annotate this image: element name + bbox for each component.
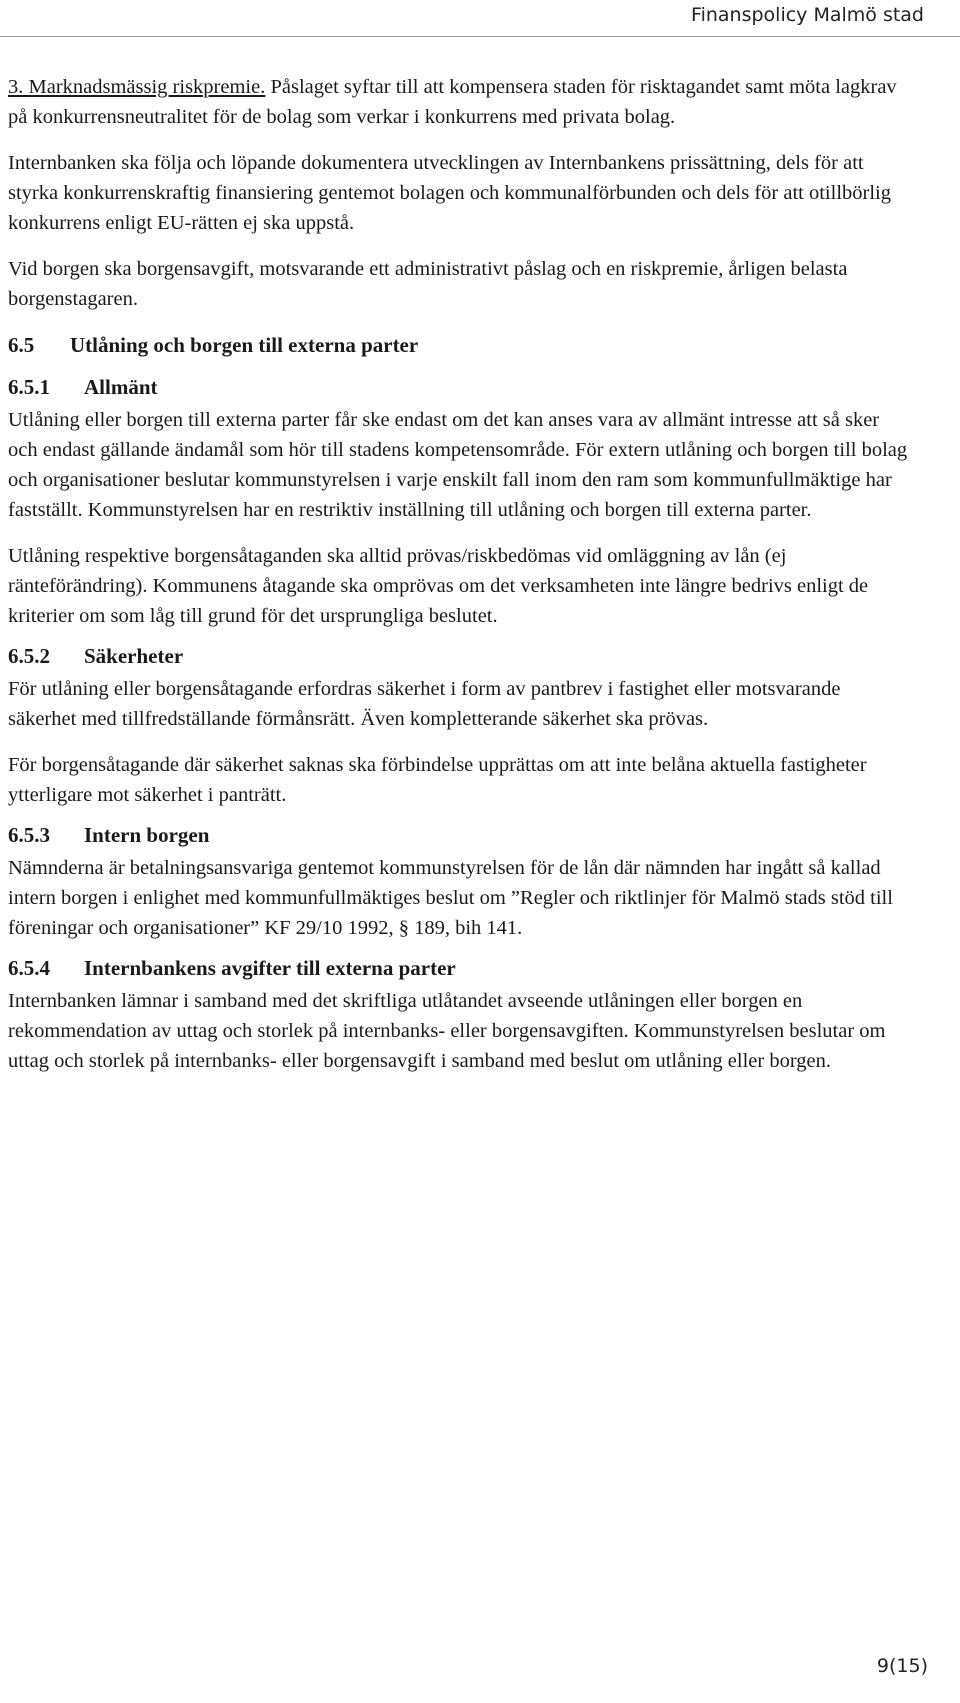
list-item-3-text: Påslaget syftar till att kompensera staden för risktagandet samt möta lagkrav på konkurrensneutralitet för de bolag som verkar i konkurrens med privata bolag. [8, 76, 897, 128]
heading-6-5-4-number: 6.5.4 [8, 956, 50, 980]
paragraph-6-5-2-b: För borgensåtagande där säkerhet saknas ska förbindelse upprättas om att inte belåna aktuella fastigheter ytterligare mot säkerhet i panträtt. [8, 754, 867, 806]
heading-6-5-1-number: 6.5.1 [8, 375, 50, 399]
heading-6-5 [8, 330, 912, 360]
paragraph-6-5-1-b: Utlåning respektive borgensåtaganden ska alltid prövas/riskbedömas vid omläggning av lån (ej ränteförändring). Kommunens åtagande ska omprövas om det verksamheten inte längre bedrivs enligt de kriterier om som låg till grund för det ursprungliga beslutet. [8, 545, 869, 627]
paragraph-vid-borgen: Vid borgen ska borgensavgift, motsvarande ett administrativt påslag och en riskpremie, årligen belasta borgenstagaren. [8, 258, 848, 310]
heading-6-5-2-title: Säkerheter [84, 644, 184, 668]
heading-6-5-4 [8, 953, 912, 983]
heading-6-5-3-title: Intern borgen [84, 823, 210, 847]
heading-6-5-number: 6.5 [8, 333, 35, 357]
document-body [8, 72, 912, 1092]
list-item-3-link[interactable]: 3. Marknadsmässig riskpremie. [8, 76, 266, 98]
heading-6-5-1 [8, 372, 912, 402]
heading-6-5-2 [8, 641, 912, 671]
list-item-3 [8, 72, 912, 132]
paragraph-6-5-3: Nämnderna är betalningsansvariga gentemot kommunstyrelsen för de lån där nämnden har ingått så kallad intern borgen i enlighet med kommunfullmäktiges beslut om ”Regler och riktlinjer för Malmö stads stöd till föreningar och organisationer” KF 29/10 1992, § 189, bih 141. [8, 857, 893, 939]
heading-6-5-2-number: 6.5.2 [8, 644, 50, 668]
running-header: Finanspolicy Malmö stad [691, 4, 924, 26]
paragraph-6-5-2-a: För utlåning eller borgensåtagande erfordras säkerhet i form av pantbrev i fastighet eller motsvarande säkerhet med tillfredställande förmånsrätt. Även kompletterande säkerhet ska prövas. [8, 678, 841, 730]
heading-6-5-1-title: Allmänt [84, 375, 158, 399]
header-rule [0, 36, 960, 37]
page-number: 9(15) [876, 1655, 928, 1677]
heading-6-5-3 [8, 820, 912, 850]
paragraph-6-5-4: Internbanken lämnar i samband med det skriftliga utlåtandet avseende utlåningen eller borgen en rekommendation av uttag och storlek på internbanks- eller borgensavgiften. Kommunstyrelsen beslutar om uttag och storlek på internbanks- eller borgensavgift i samband med beslut om utlåning eller borgen. [8, 990, 886, 1072]
paragraph-6-5-1-a: Utlåning eller borgen till externa parter får ske endast om det kan anses vara av allmänt intresse att så sker och endast gällande ändamål som hör till stadens kompetensområde. För extern utlåning och borgen till bolag och organisationer beslutar kommunstyrelsen i varje enskilt fall inom den ram som kommunfullmäktige har fastställt. Kommunstyrelsen har en restriktiv inställning till utlåning och borgen till externa parter. [8, 409, 908, 521]
heading-6-5-4-title: Internbankens avgifter till externa parter [84, 956, 456, 980]
heading-6-5-3-number: 6.5.3 [8, 823, 50, 847]
paragraph-internbanken: Internbanken ska följa och löpande dokumentera utvecklingen av Internbankens prissättning, dels för att styrka konkurrenskraftig finansiering gentemot bolagen och kommunalförbunden och dels för att otillbörlig konkurrens enligt EU-rätten ej ska uppstå. [8, 152, 891, 234]
heading-6-5-title: Utlåning och borgen till externa parter [70, 333, 419, 357]
